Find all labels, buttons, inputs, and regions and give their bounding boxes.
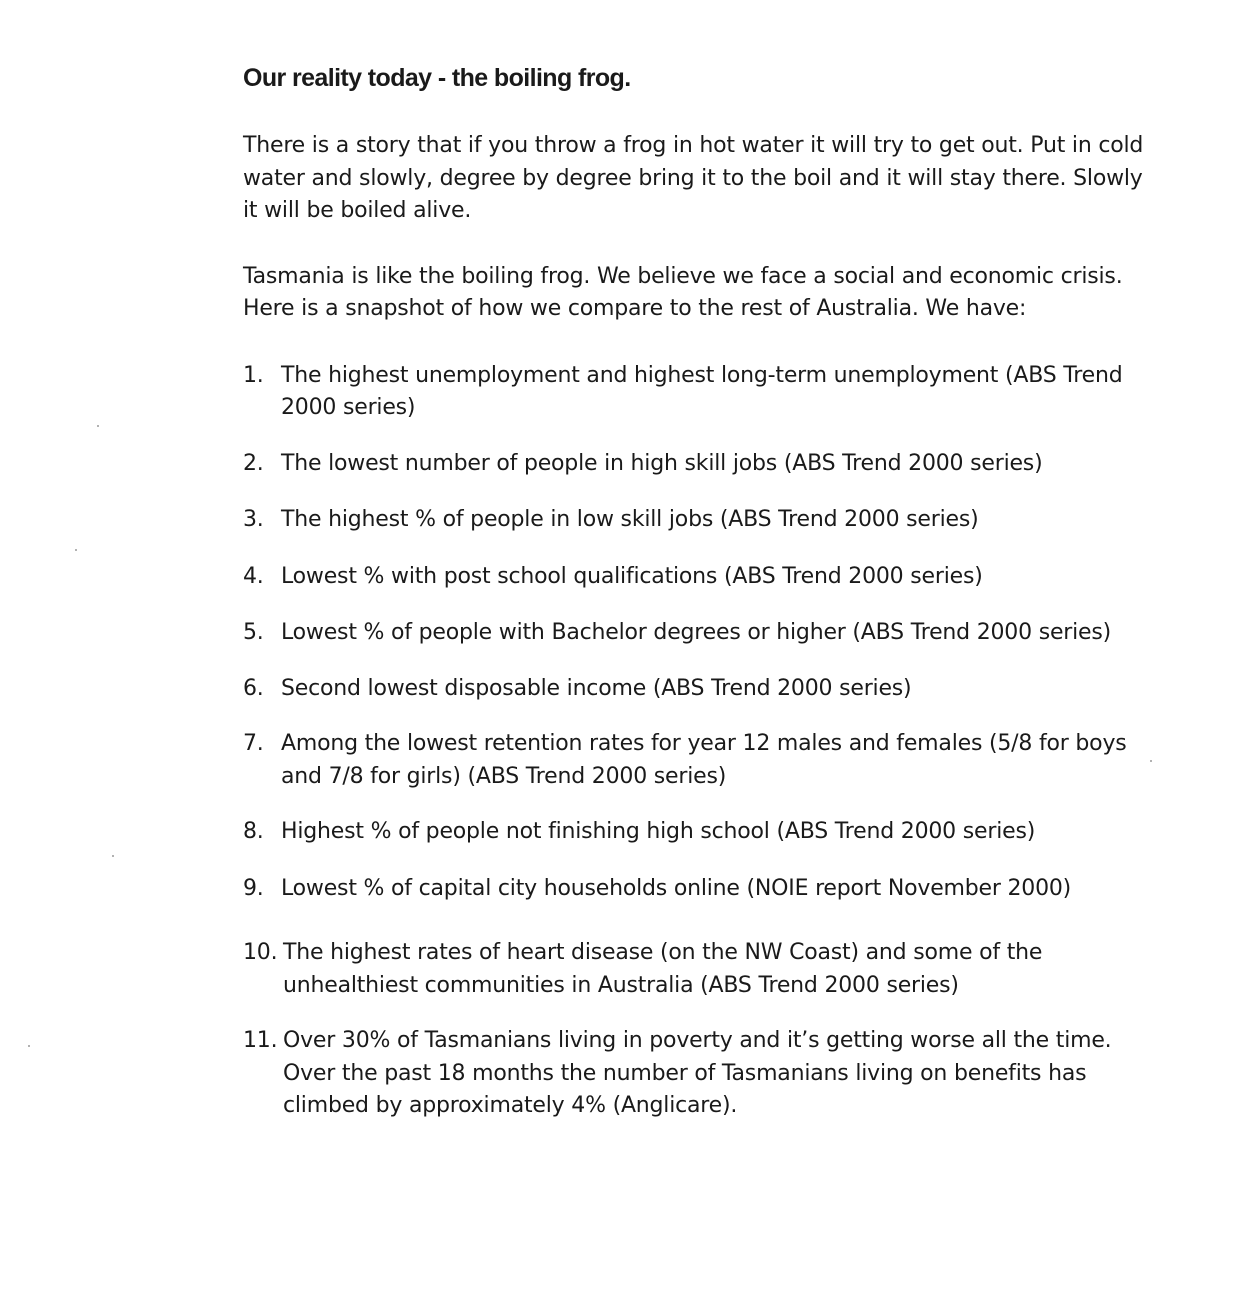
list-item-number: 8. bbox=[243, 819, 264, 844]
list-item bbox=[243, 937, 1163, 1002]
list-item-text: The highest rates of heart disease (on the NW Coast) and some of the unhealthiest communities in Australia (ABS Trend 2000 series) bbox=[283, 940, 1043, 998]
list-item-number: 11. bbox=[243, 1028, 278, 1053]
list-item-text: The highest unemployment and highest long-term unemployment (ABS Trend 2000 series) bbox=[281, 362, 1123, 420]
list-item bbox=[243, 360, 1163, 425]
scan-speck bbox=[75, 549, 77, 551]
list-item-text: The highest % of people in low skill jobs (ABS Trend 2000 series) bbox=[281, 507, 979, 532]
intro-paragraph: There is a story that if you throw a frog in hot water it will try to get out. Put in cold water and slowly, degree by degree bring it to the boil and it will stay there. Slowly it will be boiled alive. bbox=[243, 133, 1144, 223]
list-item bbox=[243, 728, 1163, 793]
list-item-number: 7. bbox=[243, 731, 264, 756]
list-item-number: 2. bbox=[243, 450, 264, 476]
list-item bbox=[243, 561, 1163, 594]
list-item-text: Lowest % with post school qualifications (ABS Trend 2000 series) bbox=[281, 563, 983, 589]
list-item-number: 6. bbox=[243, 675, 264, 701]
list-item-text: Second lowest disposable income (ABS Trend 2000 series) bbox=[281, 675, 912, 701]
list-item bbox=[243, 873, 1163, 906]
list-item bbox=[243, 617, 1163, 650]
statistics-list bbox=[243, 360, 1163, 1123]
scan-speck bbox=[97, 425, 99, 427]
list-item-text: Among the lowest retention rates for year 12 males and females (5/8 for boys and 7/8 for girls) (ABS Trend 2000 series) bbox=[281, 731, 1127, 789]
list-item-text: Lowest % of people with Bachelor degrees or higher (ABS Trend 2000 series) bbox=[281, 620, 1112, 645]
context-paragraph: Tasmania is like the boiling frog. We believe we face a social and economic crisis. Here is a snapshot of how we compare to the rest of Australia. We have: bbox=[243, 263, 1123, 321]
scan-speck bbox=[28, 1045, 30, 1047]
list-item-text: The lowest number of people in high skill jobs (ABS Trend 2000 series) bbox=[281, 450, 1043, 476]
list-item-text: Lowest % of capital city households online (NOIE report November 2000) bbox=[281, 875, 1072, 901]
list-item bbox=[243, 673, 1163, 706]
list-item-number: 5. bbox=[243, 620, 264, 645]
page-title: Our reality today - the boiling frog. bbox=[243, 64, 631, 92]
list-item-number: 3. bbox=[243, 507, 264, 532]
document-page bbox=[243, 60, 1163, 1123]
list-item bbox=[243, 816, 1163, 849]
list-item-number: 10. bbox=[243, 940, 278, 965]
list-item bbox=[243, 504, 1163, 537]
list-item bbox=[243, 1025, 1163, 1123]
list-item-number: 9. bbox=[243, 875, 264, 901]
list-item bbox=[243, 448, 1163, 481]
list-item-number: 1. bbox=[243, 362, 264, 388]
list-item-text: Highest % of people not finishing high school (ABS Trend 2000 series) bbox=[281, 819, 1036, 844]
scan-speck bbox=[112, 855, 114, 857]
list-item-number: 4. bbox=[243, 563, 264, 589]
list-item-text: Over 30% of Tasmanians living in poverty and it’s getting worse all the time. Over the past 18 months the number of Tasmanians living on benefits has climbed by approximately 4% (Anglicare). bbox=[283, 1028, 1112, 1118]
